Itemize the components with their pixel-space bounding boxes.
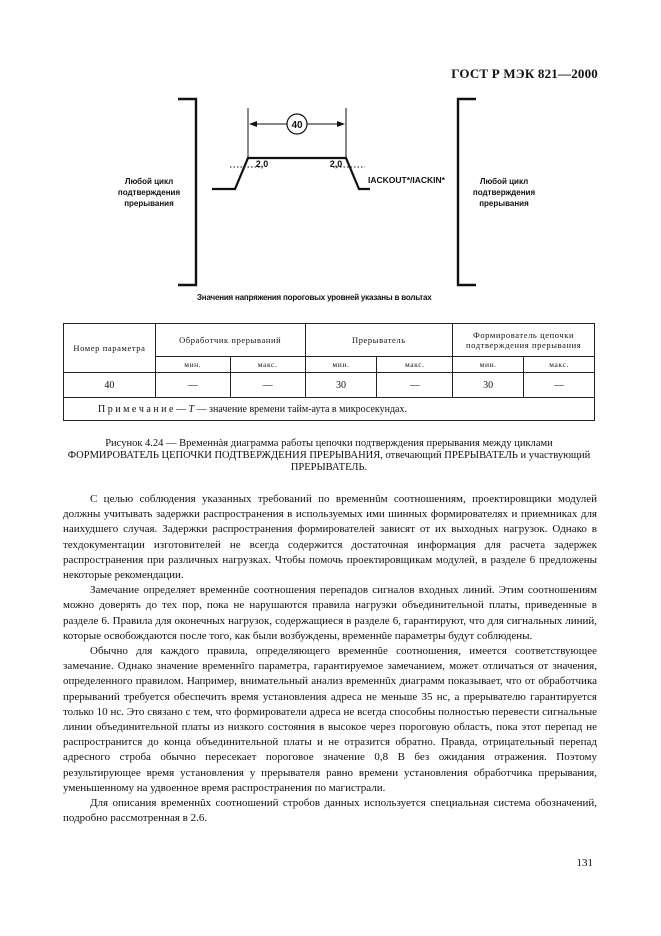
table-cell: —: [155, 373, 230, 398]
table-note-row: [64, 398, 595, 421]
diagram-note: Значения напряжения пороговых уровней указаны в вольтах: [197, 293, 432, 302]
right-cycle-label: подтверждения: [472, 188, 536, 197]
paragraph: С целью соблюдения указанных требований по временнûм соотношениям, проектировщики модулей должны учитывать задержки распространения в используемых ими шинных формирователях и приемниках для наихудшего случая. Задержки распространения формирователей зависят от их выходных нагрузок. Однако в техдокументации изготовителей не всегда содержится достаточная информация для расчета задержек распространения при различных нагрузках. Чтобы помочь проектировщикам модулей, в разделе 6 предложены некоторые рекомендации.: [63, 493, 597, 582]
timing-parameters-table: [63, 323, 595, 421]
left-cycle-label: Любой цикл: [124, 177, 174, 186]
max-header: макс.: [524, 357, 595, 373]
paragraph: Для описания временнûх соотношений стробов данных используется специальная система обозначений, подробно рассмотренная в 2.6.: [63, 797, 597, 825]
table-cell: —: [230, 373, 305, 398]
left-cycle-label: прерывания: [124, 199, 174, 208]
signal-waveform: [212, 158, 370, 189]
pulse-width-label: 40: [291, 120, 303, 131]
table-row: [64, 373, 595, 398]
min-header: мин.: [155, 357, 230, 373]
left-cycle-label: подтверждения: [117, 188, 181, 197]
table-cell: —: [377, 373, 453, 398]
max-header: макс.: [377, 357, 453, 373]
table-cell: 30: [453, 373, 524, 398]
table-cell: —: [524, 373, 595, 398]
figure-caption: Рисунок 4.24 — Временнàя диаграмма работы цепочки подтверждения прерывания между циклами ФОРМИРОВАТЕЛЬ ЦЕПОЧКИ ПОДТВЕРЖДЕНИЯ ПРЕРЫВАНИЯ, отвечающий ПРЕРЫВАТЕЛЬ и участвующий ПРЕРЫВАТЕЛЬ.: [67, 438, 591, 473]
group-driver-header: Формирователь цепочки подтверждения прерывания: [453, 324, 595, 357]
table-cell: 40: [64, 373, 156, 398]
timing-diagram: [0, 0, 661, 300]
note-text: — значение времени тайм-аута в микросекундах.: [196, 403, 407, 415]
col-param-header: Номер параметра: [64, 324, 156, 373]
fall-time-label: 2,0: [329, 159, 343, 169]
table-note: [64, 398, 595, 421]
paragraph: Обычно для каждого правила, определяющего временнûе соотношения, имеется соответствующее замечание. Однако значение временнîго параметра, гарантируемое замечанием, может отличаться от значения, определенного правилом. Например, внимательный анализ временнûх диаграмм показывает, что от обработчика прерываний требуется обеспечить время установления адреса не меньше 35 нс, а прерывателю гарантируется только 10 нс. Это связано с тем, что формирователи адреса не всегда способны полностью перевести сигнальные линии объединительной платы из низкого состояния в высокое через пороговую область, пока этот перепад не распространится до конца объединительной платы и не отразится обратно. Правда, отрицательный перепад адресного строба обычно пересекает пороговое значение 0,8 В без ожидания отражения. Поэтому результирующее время установления у прерывателя равно времени установления обработчика прерывания, уменьшенному на удвоенное время распространения по магистрали.: [63, 645, 597, 794]
max-header: макс.: [230, 357, 305, 373]
rise-time-label: 2,0: [255, 159, 269, 169]
min-header: мин.: [305, 357, 377, 373]
body-text: [63, 492, 597, 826]
signal-label: IACKOUT*/IACKIN*: [368, 175, 445, 185]
table-header-row: [64, 324, 595, 357]
arrow-head-right: [337, 121, 345, 127]
left-cycle-bracket: [178, 99, 196, 285]
table-cell: 30: [305, 373, 377, 398]
page-number: 131: [576, 857, 593, 869]
document-header: ГОСТ Р МЭК 821—2000: [451, 66, 598, 81]
note-prefix: П р и м е ч а н и е —: [98, 403, 186, 415]
right-cycle-label: Любой цикл: [479, 177, 529, 186]
note-symbol: T: [188, 403, 195, 415]
min-header: мин.: [453, 357, 524, 373]
group-interrupter-header: Прерыватель: [305, 324, 453, 357]
paragraph: Замечание определяет временнûе соотношения перепадов сигналов входных линий. Этим соотношениям можно доверять до тех пор, пока не нарушаются правила нагрузки объединительной платы, приведенные в разделе 6. Правила для оконечных нагрузок, содержащиеся в разделе 6, гарантируют, что для сигнальных линий, которые освобождаются после того, как были возбуждены, временнûе параметры будут соблюдены.: [63, 584, 597, 642]
right-cycle-label: прерывания: [479, 199, 529, 208]
arrow-head-left: [249, 121, 257, 127]
group-handler-header: Обработчик прерываний: [155, 324, 305, 357]
